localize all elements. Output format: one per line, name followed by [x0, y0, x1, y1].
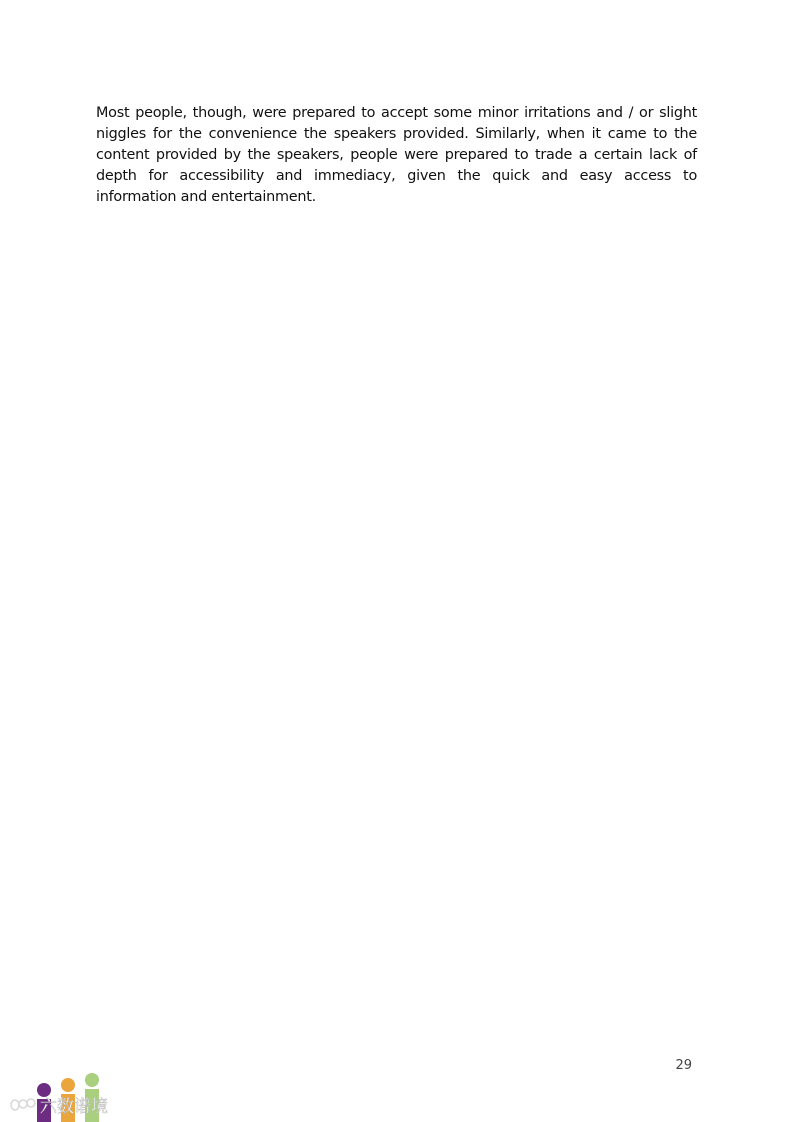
link-icon: [11, 1099, 35, 1110]
orange-figure-head: [61, 1078, 75, 1092]
page-number: 29: [675, 1058, 692, 1073]
watermark-logo: [6, 1072, 116, 1122]
purple-figure-head: [37, 1083, 51, 1097]
body-paragraph: Most people, though, were prepared to accept some minor irritations and / or slight niggles for the convenience the speakers provided. Similarly, when it came to the content provided by the speakers, people were prepared to trade a certain lack of depth for accessibility and immediacy, given the quick and easy access to information and entertainment.: [96, 105, 697, 205]
watermark-text: 六数谱境: [40, 1097, 108, 1117]
green-figure-head: [85, 1073, 99, 1087]
